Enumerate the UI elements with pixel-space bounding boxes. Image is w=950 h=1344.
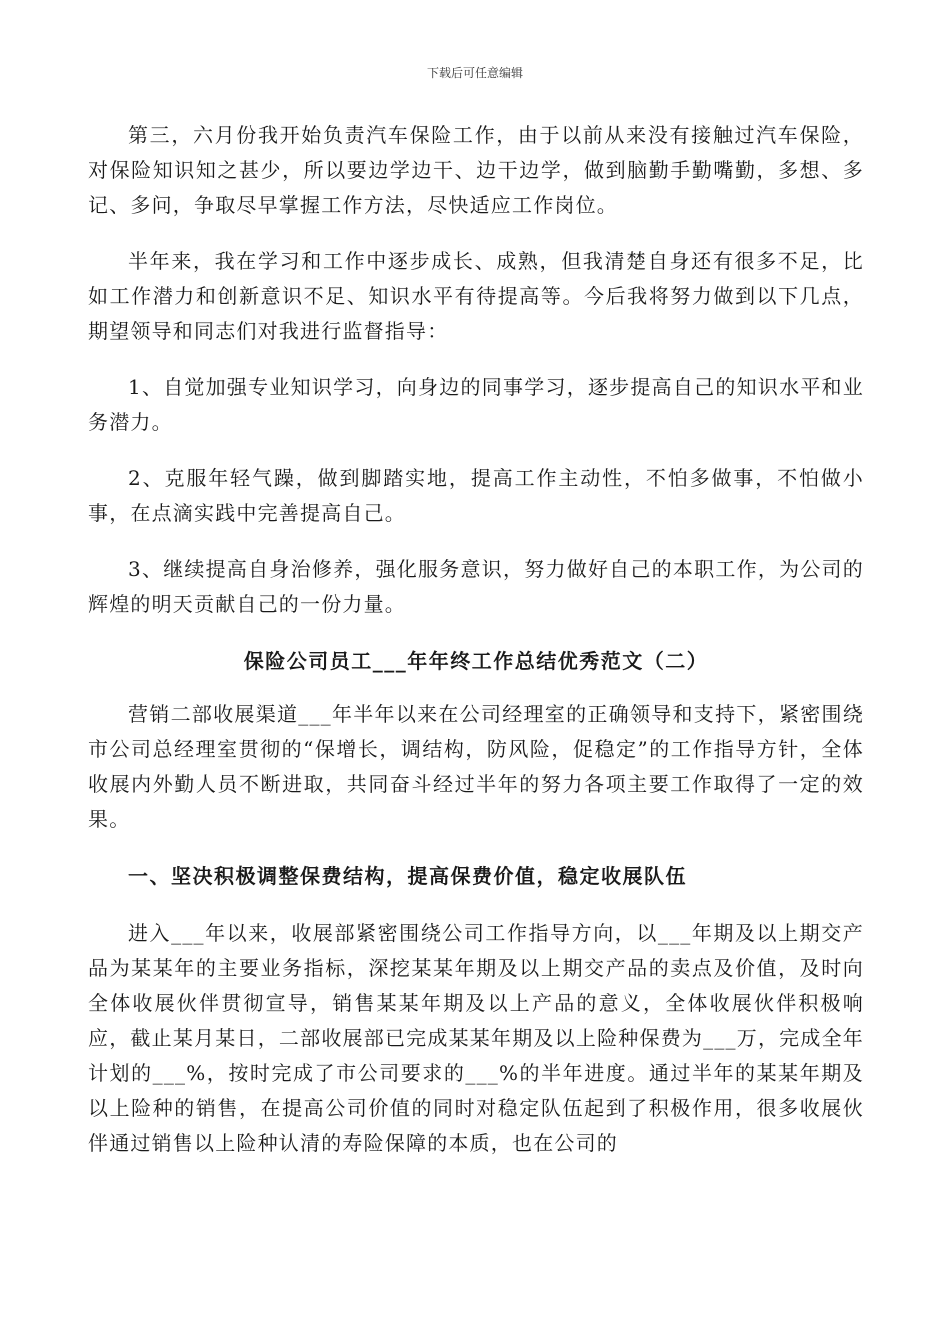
header-note: 下载后可任意编辑 [426,66,523,80]
document-title-2: 保险公司员工___年年终工作总结优秀范文（二） [243,649,709,673]
document-body [88,118,864,1182]
paragraph-half-year-review: 半年来，我在学习和工作中逐步成长、成熟，但我清楚自身还有很多不足，比如工作潜力和创新意识不足、知识水平有待提高等。今后我将努力做到以下几点，期望领导和同志们对我进行监督指导： [88,249,864,343]
list-item-3: 3、继续提高自身治修养，强化服务意识，努力做好自己的本职工作，为公司的辉煌的明天贡献自己的一份力量。 [88,557,864,616]
paragraph-auto-insurance: 第三，六月份我开始负责汽车保险工作，由于以前从来没有接触过汽车保险，对保险知识知之甚少，所以要边学边干、边干边学，做到脑勤手勤嘴勤，多想、多记、多问，争取尽早掌握工作方法，尽快适应工作岗位。 [88,123,864,217]
paragraph-intro-2: 营销二部收展渠道___年半年以来在公司经理室的正确领导和支持下，紧密围绕市公司总经理室贯彻的“保增长，调结构，防风险，促稳定”的工作指导方针，全体收展内外勤人员不断进取，共同奋斗经过半年的努力各项主要工作取得了一定的效果。 [88,702,864,831]
paragraph-premium-structure: 进入___年以来，收展部紧密围绕公司工作指导方向，以___年期及以上期交产品为某某年的主要业务指标，深挖某某年期及以上期交产品的卖点及价值，及时向全体收展伙伴贯彻宣导，销售某某年期及以上产品的意义，全体收展伙伴积极响应，截止某月某日，二部收展部已完成某某年期及以上险种保费为___万，完成全年计划的___%，按时完成了市公司要求的___%的半年进度。通过半年的某某年期及以上险种的销售，在提高公司价值的同时对稳定队伍起到了积极作用，很多收展伙伴通过销售以上险种认清的寿险保障的本质，也在公司的 [88,921,864,1155]
section-heading-1: 一、坚决积极调整保费结构，提高保费价值，稳定收展队伍 [128,864,687,888]
list-item-2: 2、克服年轻气躁，做到脚踏实地，提高工作主动性，不怕多做事，不怕做小事，在点滴实践中完善提高自己。 [88,466,864,525]
list-item-1: 1、自觉加强专业知识学习，向身边的同事学习，逐步提高自己的知识水平和业务潜力。 [88,375,864,434]
